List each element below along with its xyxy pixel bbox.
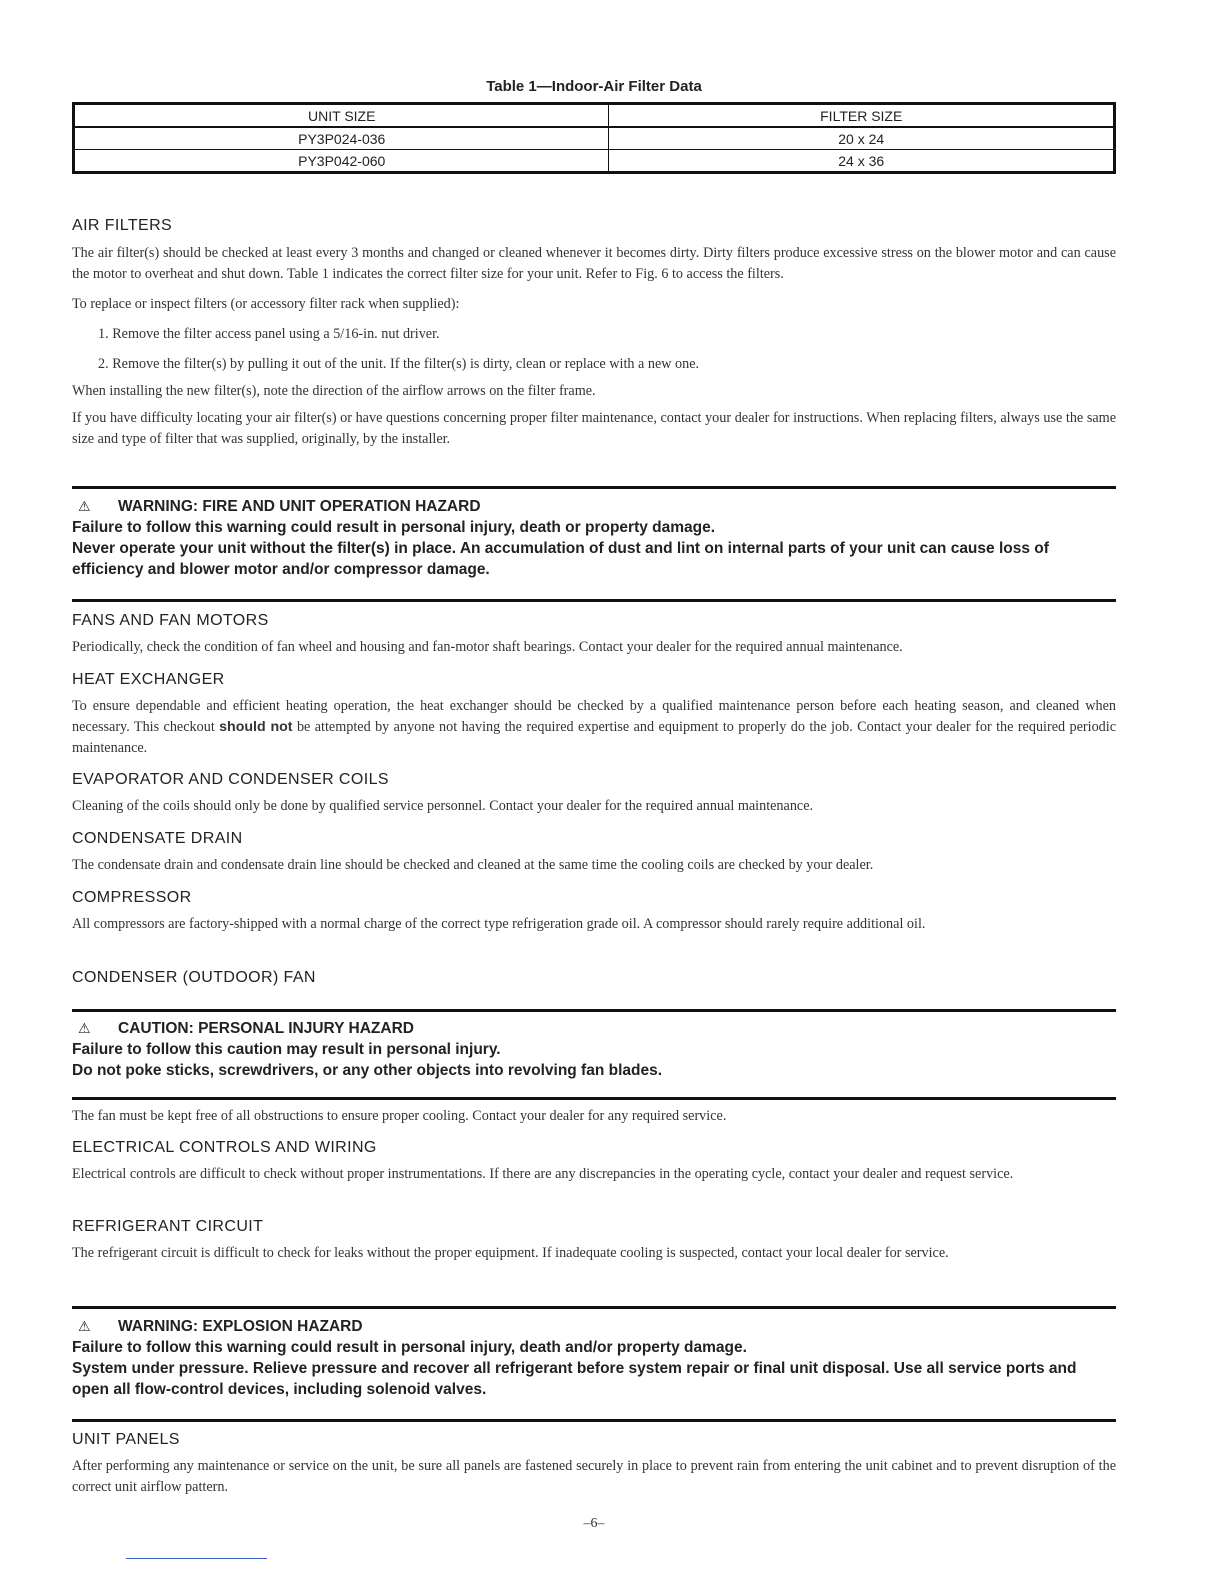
callout-line: Do not poke sticks, screwdrivers, or any other objects into revolving fan blades. bbox=[72, 1062, 663, 1079]
callout-title bbox=[72, 496, 1116, 517]
paragraph: The fan must be kept free of all obstructions to ensure proper cooling. Contact your dealer for any required service. bbox=[72, 1108, 727, 1124]
section-heading: AIR FILTERS bbox=[72, 217, 173, 234]
callout-title bbox=[72, 1316, 1116, 1337]
table-cell: PY3P042-060 bbox=[74, 150, 609, 173]
section-heading: COMPRESSOR bbox=[72, 889, 192, 906]
table-cell: 20 x 24 bbox=[609, 127, 1115, 150]
paragraph: The condensate drain and condensate drain line should be checked and cleaned at the same time the cooling coils are checked by your dealer. bbox=[72, 857, 874, 873]
table-row bbox=[74, 127, 1115, 150]
refrigerant-section bbox=[72, 1217, 1116, 1264]
paragraph: To ensure dependable and efficient heating operation, the heat exchanger should be checked by a qualified maintenance person before each heating season, and cleaned when necessary. This checkout should not be attempted by anyone not having the required expertise and equipment to properly do the job. Contact your dealer for the required periodic maintenance. bbox=[72, 698, 1116, 756]
unit-panels-section bbox=[72, 1430, 1116, 1498]
section-heading: CONDENSER (OUTDOOR) FAN bbox=[72, 969, 316, 986]
condensate-drain-section bbox=[72, 829, 1116, 876]
section-heading: REFRIGERANT CIRCUIT bbox=[72, 1218, 264, 1235]
callout-line: Failure to follow this warning could result in personal injury, death and/or property damage. bbox=[72, 1339, 747, 1356]
table-title: Table 1—Indoor-Air Filter Data bbox=[486, 78, 702, 95]
paragraph: All compressors are factory-shipped with a normal charge of the correct type refrigeration grade oil. A compressor should rarely require additional oil. bbox=[72, 916, 926, 932]
footer-divider bbox=[126, 1558, 267, 1559]
fans-section bbox=[72, 611, 1116, 658]
warning-triangle-icon: ⚠ bbox=[78, 498, 91, 514]
emphasis: should not bbox=[219, 719, 293, 735]
callout-title-text: WARNING: EXPLOSION HAZARD bbox=[118, 1318, 363, 1335]
warning-callout-fire bbox=[72, 486, 1116, 602]
paragraph: Electrical controls are difficult to check without proper instrumentations. If there are any discrepancies in the operating cycle, contact your dealer and request service. bbox=[72, 1166, 1014, 1182]
table-header-row bbox=[74, 104, 1115, 128]
callout-title-text: CAUTION: PERSONAL INJURY HAZARD bbox=[118, 1020, 414, 1037]
section-heading: UNIT PANELS bbox=[72, 1431, 180, 1448]
paragraph: The refrigerant circuit is difficult to check for leaks without the proper equipment. If inadequate cooling is suspected, contact your local dealer for service. bbox=[72, 1245, 949, 1261]
callout-title-text: WARNING: FIRE AND UNIT OPERATION HAZARD bbox=[118, 498, 481, 515]
paragraph: If you have difficulty locating your air filter(s) or have questions concerning proper filter maintenance, contact your dealer for instructions. When replacing filters, always use the same size and type of filter that was supplied, originally, by the installer. bbox=[72, 410, 1116, 447]
filter-data-table bbox=[72, 102, 1116, 174]
column-header-filter-size: FILTER SIZE bbox=[609, 104, 1115, 128]
callout-line: Failure to follow this caution may result in personal injury. bbox=[72, 1041, 501, 1058]
table-cell: 24 x 36 bbox=[609, 150, 1115, 173]
callout-line: System under pressure. Relieve pressure and recover all refrigerant before system repair or final unit disposal. Use all service ports and open all flow-control devices, including solenoid valves. bbox=[72, 1360, 1077, 1398]
callout-line: Failure to follow this warning could result in personal injury, death or property damage. bbox=[72, 519, 716, 536]
section-heading: FANS AND FAN MOTORS bbox=[72, 612, 269, 629]
column-header-unit-size: UNIT SIZE bbox=[74, 104, 609, 128]
table-row bbox=[74, 150, 1115, 173]
list-item: 1. Remove the filter access panel using a 5/16-in. nut driver. bbox=[98, 326, 440, 342]
callout-title bbox=[72, 1018, 1116, 1039]
paragraph: After performing any maintenance or service on the unit, be sure all panels are fastened securely in place to prevent rain from entering the unit cabinet and to prevent disruption of the correct unit airflow pattern. bbox=[72, 1458, 1116, 1495]
condenser-fan-text-section bbox=[72, 1106, 1116, 1127]
paragraph: The air filter(s) should be checked at least every 3 months and changed or cleaned whenever it becomes dirty. Dirty filters produce excessive stress on the blower motor and can cause the motor to overheat and shut down. Table 1 indicates the correct filter size for your unit. Refer to Fig. 6 to access the filters. bbox=[72, 245, 1116, 282]
section-heading: ELECTRICAL CONTROLS AND WIRING bbox=[72, 1139, 377, 1156]
caution-callout bbox=[72, 1009, 1116, 1100]
compressor-section bbox=[72, 888, 1116, 935]
callout-line: Never operate your unit without the filter(s) in place. An accumulation of dust and lint on internal parts of your unit can cause loss of efficiency and blower motor and/or compressor damage. bbox=[72, 540, 1049, 578]
warning-triangle-icon: ⚠ bbox=[78, 1318, 91, 1334]
paragraph: To replace or inspect filters (or accessory filter rack when supplied): bbox=[72, 296, 460, 312]
paragraph: Cleaning of the coils should only be done by qualified service personnel. Contact your dealer for the required annual maintenance. bbox=[72, 798, 814, 814]
section-heading: HEAT EXCHANGER bbox=[72, 671, 225, 688]
section-heading: EVAPORATOR AND CONDENSER COILS bbox=[72, 771, 389, 788]
section-heading: CONDENSATE DRAIN bbox=[72, 830, 243, 847]
paragraph: When installing the new filter(s), note the direction of the airflow arrows on the filter frame. bbox=[72, 383, 596, 399]
air-filters-section bbox=[72, 216, 1116, 450]
page-number: –6– bbox=[583, 1516, 605, 1531]
warning-triangle-icon: ⚠ bbox=[78, 1020, 91, 1036]
paragraph: Periodically, check the condition of fan wheel and housing and fan-motor shaft bearings. Contact your dealer for the required annual maintenance. bbox=[72, 639, 903, 655]
condenser-fan-heading-section bbox=[72, 968, 1116, 988]
table-cell: PY3P024-036 bbox=[74, 127, 609, 150]
list-item: 2. Remove the filter(s) by pulling it out of the unit. If the filter(s) is dirty, clean or replace with a new one. bbox=[98, 356, 700, 372]
warning-callout-explosion bbox=[72, 1306, 1116, 1422]
coils-section bbox=[72, 770, 1116, 817]
heat-exchanger-section bbox=[72, 670, 1116, 759]
electrical-section bbox=[72, 1138, 1116, 1185]
